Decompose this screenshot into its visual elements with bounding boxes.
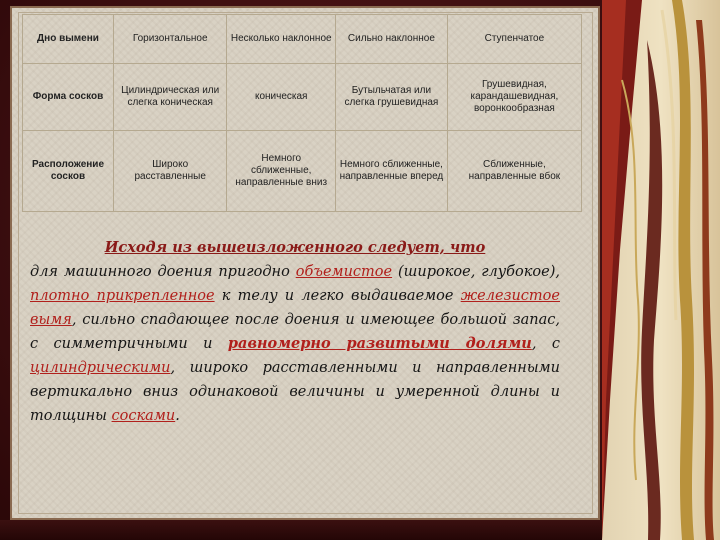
table-cell: Немного сближенные, направленные вниз bbox=[227, 131, 336, 212]
table-cell: Дно вымени bbox=[23, 15, 114, 64]
key-term: объемистое bbox=[295, 264, 393, 280]
key-term: железистое вымя bbox=[30, 288, 560, 328]
table-row bbox=[23, 15, 582, 64]
text-segment: к телу и легко выдаиваемое bbox=[214, 288, 461, 304]
key-term: плотно прикрепленное bbox=[30, 288, 215, 304]
text-segment: , с bbox=[531, 336, 560, 352]
table-cell: коническая bbox=[227, 64, 336, 131]
decorative-shapes bbox=[602, 0, 720, 540]
table-cell: Цилиндрическая или слегка коническая bbox=[114, 64, 227, 131]
key-term: цилиндрическими bbox=[30, 360, 171, 376]
udder-properties-table bbox=[22, 14, 582, 212]
table-cell: Сближенные, направленные вбок bbox=[447, 131, 581, 212]
text-segment: , сильно спадающее после доения и имеющее большой запас, с симметричными и bbox=[30, 312, 560, 352]
text-segment: . bbox=[175, 408, 180, 424]
text-segment: для машинного доения пригодно bbox=[30, 264, 296, 280]
table-cell: Расположение сосков bbox=[23, 131, 114, 212]
bottom-frame-strip bbox=[0, 520, 602, 540]
text-segment: (широкое, глубокое), bbox=[392, 264, 560, 280]
table-cell: Бутыльчатая или слегка грушевидная bbox=[336, 64, 448, 131]
conclusion-heading: Исходя из вышеизложенного следует, что bbox=[104, 239, 486, 256]
table-row bbox=[23, 131, 582, 212]
table-cell: Немного сближенные, направленные вперед bbox=[336, 131, 448, 212]
table-cell: Форма сосков bbox=[23, 64, 114, 131]
table-cell: Ступенчатое bbox=[447, 15, 581, 64]
table-cell: Широко расставленные bbox=[114, 131, 227, 212]
decorative-side-panel bbox=[602, 0, 720, 540]
text-segment: , широко расставленными и направленными вертикально вниз одинаковой величины и умеренной длины и толщины bbox=[30, 360, 560, 424]
conclusion-text bbox=[30, 236, 560, 428]
table-cell: Сильно наклонное bbox=[336, 15, 448, 64]
table-cell: Грушевидная, карандашевидная, воронкообразная bbox=[447, 64, 581, 131]
table-cell: Горизонтальное bbox=[114, 15, 227, 64]
key-term: сосками bbox=[111, 408, 176, 424]
key-term: равномерно развитыми долями bbox=[227, 335, 532, 352]
table-cell: Несколько наклонное bbox=[227, 15, 336, 64]
table-row bbox=[23, 64, 582, 131]
